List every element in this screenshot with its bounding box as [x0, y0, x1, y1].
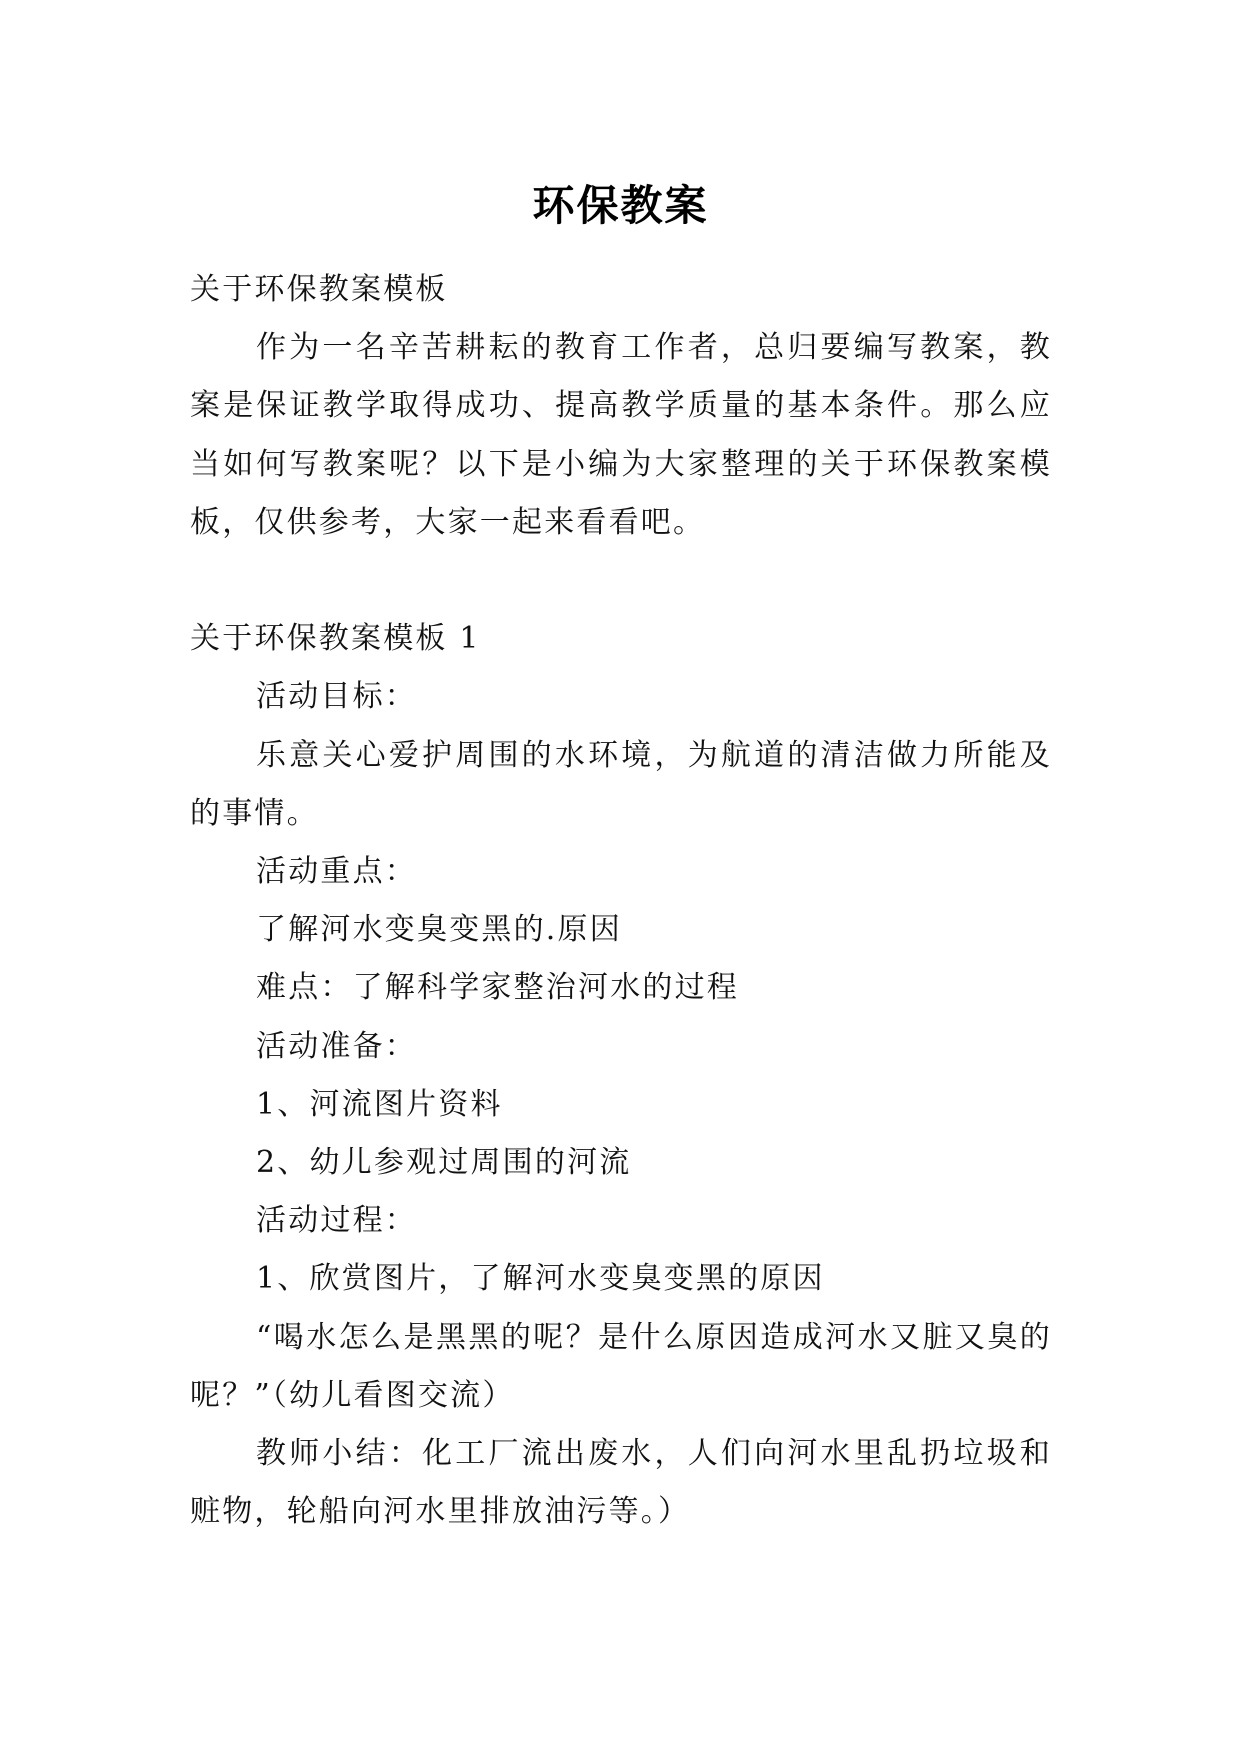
activity-focus-label: 活动重点：	[256, 854, 417, 890]
activity-focus-text: 了解河水变臭变黑的.原因	[256, 912, 622, 948]
activity-goal-text: 乐意关心爱护周围的水环境，为航道的清洁做力所能及的事情。	[190, 737, 1052, 831]
preparation-label: 活动准备：	[256, 1028, 417, 1064]
intro-heading: 关于环保教案模板	[190, 272, 448, 307]
preparation-item: 2、幼儿参观过周围的河流	[256, 1145, 632, 1181]
teacher-summary: 教师小结：化工厂流出废水，人们向河水里乱扔垃圾和赃物，轮船向河水里排放油污等。）	[190, 1436, 1052, 1530]
blank-line	[190, 552, 1052, 610]
process-quote: “喝水怎么是黑黑的呢？是什么原因造成河水又脏又臭的呢？”（幼儿看图交流）	[190, 1319, 1052, 1413]
process-step: 1、欣赏图片，了解河水变臭变黑的原因	[256, 1261, 825, 1297]
document-title: 环保教案	[532, 181, 709, 231]
preparation-item: 1、河流图片资料	[256, 1086, 503, 1122]
intro-paragraph: 作为一名辛苦耕耘的教育工作者，总归要编写教案，教案是保证教学取得成功、提高教学质量的基本条件。那么应当如何写教案呢？以下是小编为大家整理的关于环保教案模板，仅供参考，大家一起来看看吧。	[190, 330, 1052, 540]
difficulty-text: 难点：了解科学家整治河水的过程	[256, 970, 739, 1006]
process-label: 活动过程：	[256, 1203, 417, 1239]
document-body	[190, 261, 1052, 1541]
section-heading: 关于环保教案模板 1	[190, 621, 481, 657]
activity-goal-label: 活动目标：	[256, 679, 417, 715]
